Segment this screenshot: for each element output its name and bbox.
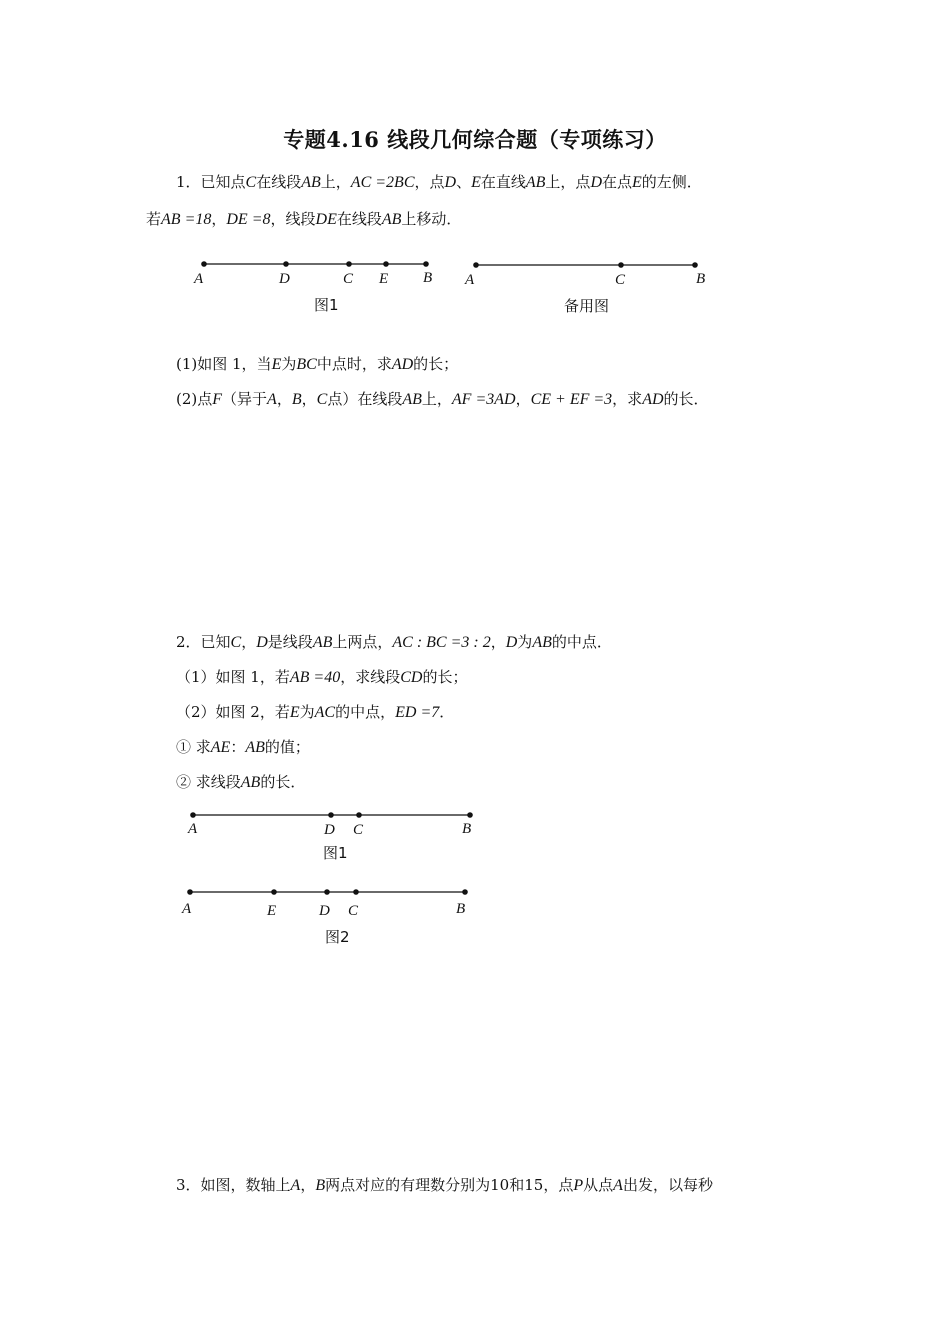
label-b: B xyxy=(423,270,433,286)
point-b xyxy=(462,889,468,895)
q2-figure-2 xyxy=(176,882,476,948)
label-a: A xyxy=(465,272,475,288)
label-c: C xyxy=(343,271,354,287)
point-c xyxy=(353,889,359,895)
label-b: B xyxy=(462,821,472,837)
point-c xyxy=(356,812,362,818)
label-d: D xyxy=(279,271,290,287)
label-a: A xyxy=(188,821,198,837)
point-e xyxy=(383,261,389,267)
point-c xyxy=(346,261,352,267)
label-a: A xyxy=(194,271,204,287)
q1-line2: 若AB =18，DE =8，线段DE在线段AB上移动． xyxy=(146,210,462,228)
label-c: C xyxy=(615,272,626,288)
label-e: E xyxy=(379,271,389,287)
q1-formula-de: DE =8 xyxy=(226,211,271,228)
q2-formula-ed: ED =7 xyxy=(395,704,440,721)
point-a xyxy=(190,812,196,818)
q1-formula-ab: AB =18 xyxy=(161,211,212,228)
point-a xyxy=(187,889,193,895)
label-d: D xyxy=(319,903,330,919)
point-d xyxy=(328,812,334,818)
figure-caption: 备用图 xyxy=(564,297,610,315)
point-a xyxy=(473,262,479,268)
q1-figure-spare xyxy=(460,254,720,320)
point-d xyxy=(283,261,289,267)
point-e xyxy=(271,889,277,895)
point-a xyxy=(201,261,207,267)
label-b: B xyxy=(696,271,706,287)
q2-figure-1 xyxy=(180,806,480,866)
q1-formula-ce-ef: CE + EF =3 xyxy=(530,391,613,408)
q1-part1: (1)如图 1，当E为BC中点时，求AD的长； xyxy=(176,355,459,373)
q2-formula-ratio: AC : BC =3 : 2 xyxy=(392,634,491,651)
label-a: A xyxy=(182,901,192,917)
q2-formula-ab: AB =40 xyxy=(289,669,341,686)
point-b xyxy=(692,262,698,268)
q1-formula-ac: AC =2BC xyxy=(350,174,415,191)
label-b: B xyxy=(456,901,466,917)
page-title: 专题4.16 线段几何综合题（专项练习） xyxy=(283,127,667,152)
q2-sub1: ① 求AE：AB的值； xyxy=(176,738,310,756)
q2-line1: 2．已知C，D是线段AB上两点，AC : BC =3 : 2，D为AB的中点． xyxy=(176,633,612,651)
q2-sub2: ② 求线段AB的长． xyxy=(176,773,306,791)
label-e: E xyxy=(267,903,277,919)
label-c: C xyxy=(353,822,364,838)
label-d: D xyxy=(324,822,335,838)
figure-caption: 图1 xyxy=(314,296,339,314)
q1-part2: (2)点F（异于A，B，C点）在线段AB上，AF =3AD，CE + EF =3，求AD的长． xyxy=(176,390,709,408)
point-b xyxy=(423,261,429,267)
label-c: C xyxy=(348,903,359,919)
q1-figure-1 xyxy=(190,254,450,320)
point-b xyxy=(467,812,473,818)
figure-caption: 图2 xyxy=(325,928,350,946)
q3-line1: 3．如图，数轴上A，B两点对应的有理数分别为10和15，点P从点A出发，以每秒 xyxy=(176,1176,713,1194)
point-d xyxy=(324,889,330,895)
q1-formula-af: AF =3AD xyxy=(451,391,516,408)
q1-line1: 1．已知点C在线段AB上，AC =2BC，点D、E在直线AB上，点D在点E的左侧． xyxy=(176,173,702,191)
point-c xyxy=(618,262,624,268)
figure-caption: 图1 xyxy=(323,844,348,862)
q2-part2: （2）如图 2，若E为AC的中点，ED =7． xyxy=(176,703,455,721)
q2-part1: （1）如图 1，若AB =40，求线段CD的长； xyxy=(176,668,468,686)
